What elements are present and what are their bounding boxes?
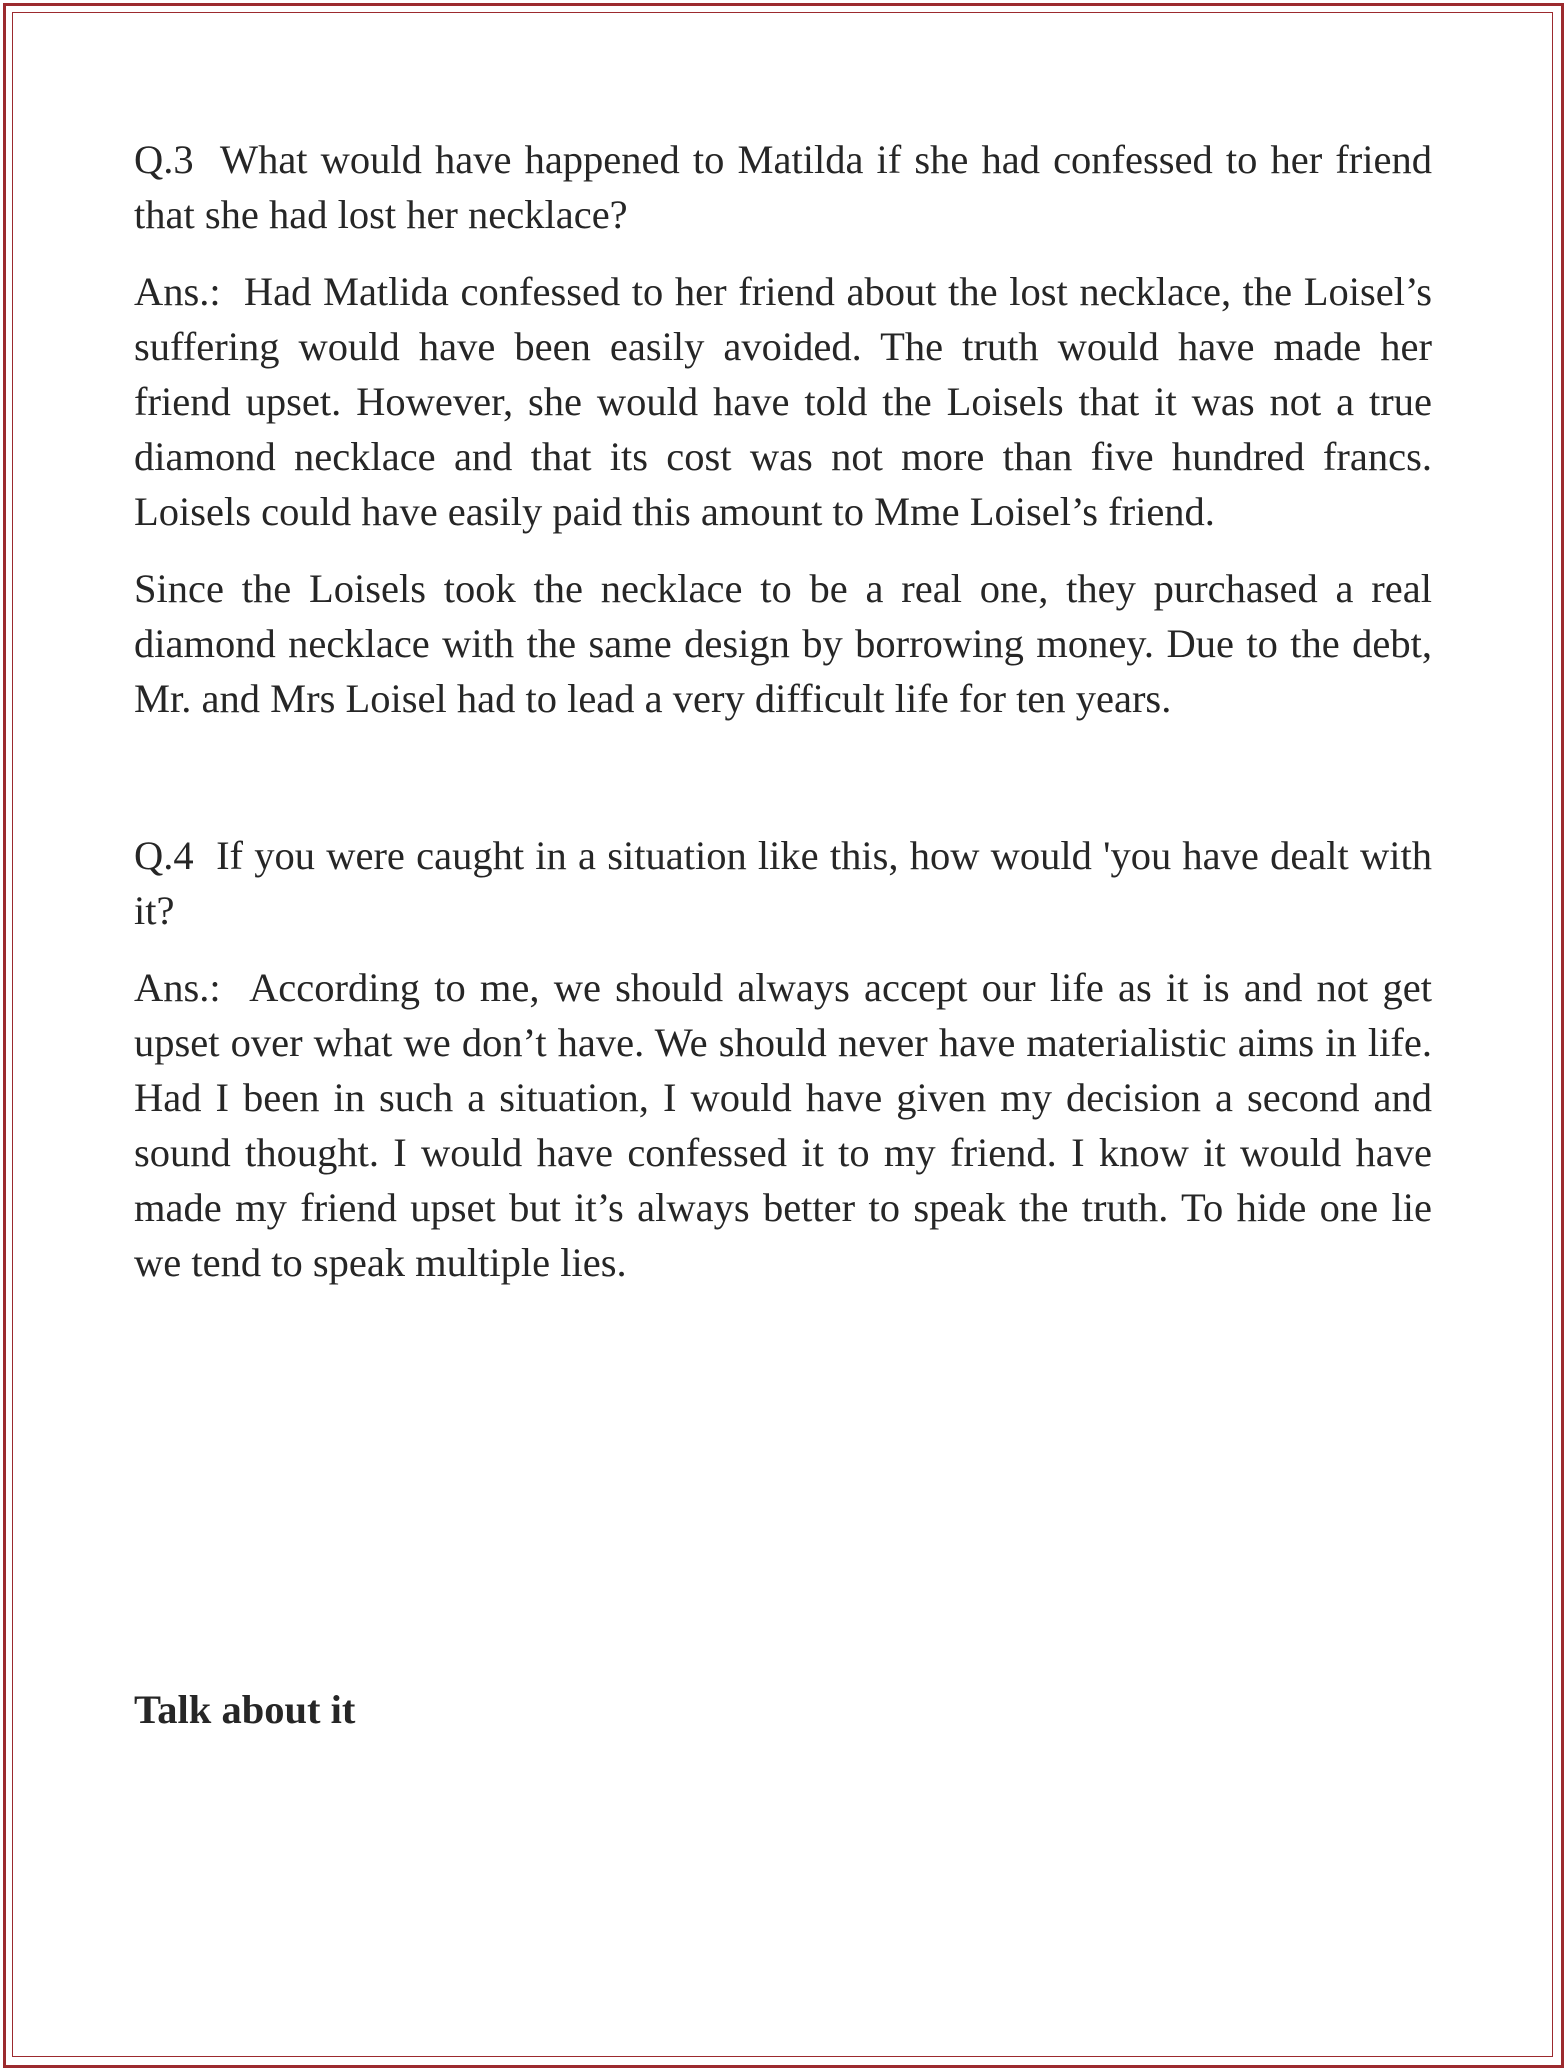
answer-3-paragraph-2	[134, 561, 1432, 726]
answer-4-paragraph-1	[134, 960, 1432, 1290]
document-body	[134, 132, 1432, 1290]
answer-3-label: Ans.:	[134, 269, 221, 314]
answer-3-text-2: Since the Loisels took the necklace to be a real one, they purchased a real diamond necklace with the same design by borrowing money. Due to the debt, Mr. and Mrs Loisel had to lead a very difficult life for ten years.	[134, 566, 1432, 721]
question-3	[134, 132, 1432, 242]
question-4	[134, 828, 1432, 938]
question-4-label: Q.4	[134, 833, 194, 878]
question-3-text: What would have happened to Matilda if she had confessed to her friend that she had lost her necklace?	[134, 137, 1433, 237]
answer-4-text-1: According to me, we should always accept our life as it is and not get upset over what we don’t have. We should never have materialistic aims in life. Had I been in such a situation, I would have given my decision a second and sound thought. I would have confessed it to my friend. I know it would have made my friend upset but it’s always better to speak the truth. To hide one lie we tend to speak multiple lies.	[134, 965, 1432, 1285]
question-4-text: If you were caught in a situation like this, how would 'you have dealt with it?	[134, 833, 1432, 933]
answer-3-text-1: Had Matlida confessed to her friend about the lost necklace, the Loisel’s suffering would have been easily avoided. The truth would have made her friend upset. However, she would have told the Loisels that it was not a true diamond necklace and that its cost was not more than five hundred francs. Loisels could have easily paid this amount to Mme Loisel’s friend.	[134, 269, 1433, 534]
section-heading-talk-about-it: Talk about it	[134, 1687, 356, 1732]
question-3-label: Q.3	[134, 137, 194, 182]
answer-4-label: Ans.:	[134, 965, 221, 1010]
answer-3-paragraph-1	[134, 264, 1432, 539]
